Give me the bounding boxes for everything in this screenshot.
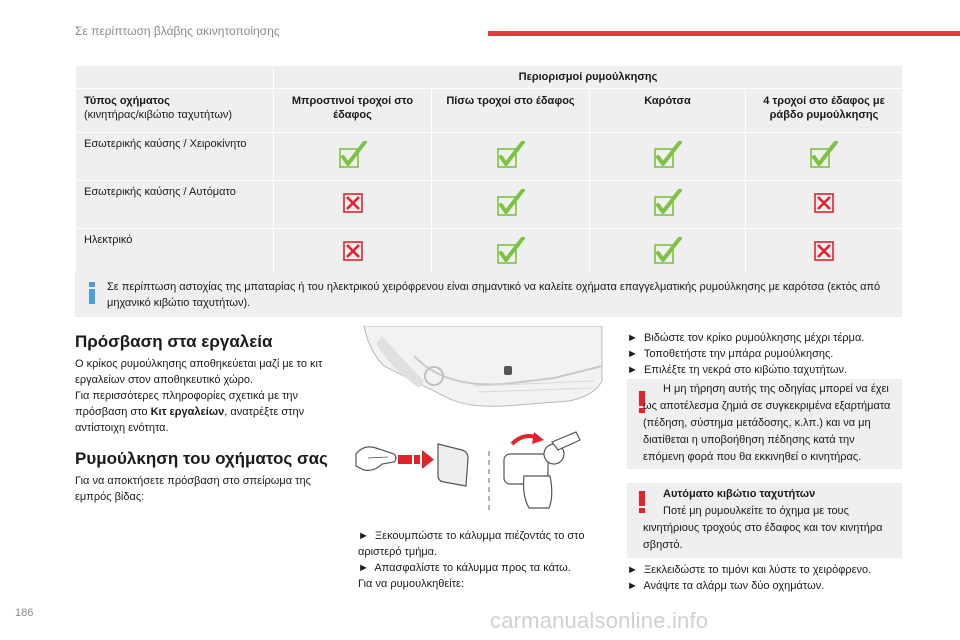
table-row [76,133,903,181]
cross-icon [338,237,368,265]
row-label: Ηλεκτρικό [76,229,274,277]
list-item: ► Επιλέξτε τη νεκρά στο κιβώτιο ταχυτήτων. [627,364,848,376]
warning-box-1 [627,379,902,469]
bullet-arrow-icon: ► [627,580,638,592]
towing-paragraph-1: Για να αποκτήσετε πρόσβαση στο σπείρωμα της εμπρός βίδας: [75,475,311,503]
table-row [76,229,903,277]
check-icon [653,141,683,169]
section-title-tools: Πρόσβαση στα εργαλεία [75,332,273,351]
bullet-arrow-icon: ► [358,530,369,542]
row-label: Εσωτερικής καύσης / Χειροκίνητο [76,133,274,181]
bullet-arrow-icon: ► [627,348,638,360]
towing-limits-table [75,65,903,277]
header-accent-bar [488,31,960,36]
list-item: ► Τοποθετήστε την μπάρα ρυμούλκησης. [627,348,834,360]
bullet-arrow-icon: ► [358,562,369,574]
check-icon [496,189,526,217]
check-icon [809,141,839,169]
list-item: ► Απασφαλίστε το κάλυμμα προς τα κάτω. [358,562,571,574]
column-header-vehicle-type: Τύπος οχήματος (κινητήρας/κιβώτιο ταχυτήτων) [76,89,274,133]
section-title-towing: Ρυμούλκηση του οχήματος σας [75,449,328,468]
check-icon [496,141,526,169]
bullet-arrow-icon: ► [627,364,638,376]
warning-box-2 [627,483,902,558]
tool-kit-link-text: Κιτ εργαλείων [150,406,225,418]
running-header: Σε περίπτωση βλάβης ακινητοποίησης [75,24,280,38]
step-list-col3 [627,330,902,378]
check-icon [653,237,683,265]
column-header-rear-wheels: Πίσω τροχοί στο έδαφος [432,89,590,133]
check-icon [496,237,526,265]
cross-icon [809,237,839,265]
towing-intro-text: Για να ρυμουλκηθείτε: [358,578,464,590]
bullet-arrow-icon: ► [627,564,638,576]
info-icon [87,282,97,304]
tools-paragraph-1: Ο κρίκος ρυμούλκησης αποθηκεύεται μαζί με το κιτ εργαλείων στον αποθηκευτικό χώρο. [75,358,323,386]
check-icon [338,141,368,169]
towing-eye-cover-illustration [354,326,604,516]
tools-paragraph-2: Για περισσότερες πληροφορίες σχετικά με την πρόσβαση στο Κιτ εργαλείων, ανατρέξτε στην αντίστοιχη ενότητα. [75,390,305,434]
cross-icon [338,189,368,217]
info-note [75,272,902,317]
column-header-flatbed: Καρότσα [590,89,746,133]
column-header-front-wheels: Μπροστινοί τροχοί στο έδαφος [274,89,432,133]
check-icon [653,189,683,217]
step-list-col3b [627,562,902,594]
list-item: ► Ξεκουμπώστε το κάλυμμα πιέζοντάς το στο αριστερό τμήμα. [358,530,585,558]
warning-2-text: Ποτέ μη ρυμουλκείτε το όχημα με τους κινητήριους τροχούς στο έδαφος και τον κινητήρα σβηστό. [643,505,883,551]
cross-icon [809,189,839,217]
row-label: Εσωτερικής καύσης / Αυτόματο [76,181,274,229]
warning-2-body [643,486,894,554]
list-item: ► Ανάψτε τα αλάρμ των δύο οχημάτων. [627,580,825,592]
info-note-text: Σε περίπτωση αστοχίας της μπαταρίας ή του ηλεκτρικού χειρόφρενου είναι σημαντικό να καλείτε οχήματα επαγγελματικής ρυμούλκησης με καρότσα (εκτός από μηχανικό κιβώτιο ταχυτήτων). [107,281,881,309]
table-row [76,181,903,229]
warning-2-title: Αυτόματο κιβώτιο ταχυτήτων [663,488,816,500]
warning-1-text: Η μη τήρηση αυτής της οδηγίας μπορεί να έχει ως αποτέλεσμα ζημιά σε συγκεκριμένα εξαρτήματα (πέδηση, σύστημα μετάδοσης, κ.λπ.) και να μη διατίθεται η υποβοήθηση πέδησης κατά την επόμενη φορά που θα εκκινηθεί ο κινητήρας. [643,383,891,463]
watermark: carmanualsonline.info [490,608,709,633]
step-list-col2 [358,528,603,592]
column-header-four-wheels: 4 τροχοί στο έδαφος με ράβδο ρυμούλκησης [746,89,903,133]
table-group-header: Περιορισμοί ρυμούλκησης [274,66,903,89]
list-item: ► Βιδώστε τον κρίκο ρυμούλκησης μέχρι τέρμα. [627,332,865,344]
bullet-arrow-icon: ► [627,332,638,344]
page-number: 186 [15,607,34,619]
list-item: ► Ξεκλειδώστε το τιμόνι και λύστε το χειρόφρενο. [627,564,872,576]
